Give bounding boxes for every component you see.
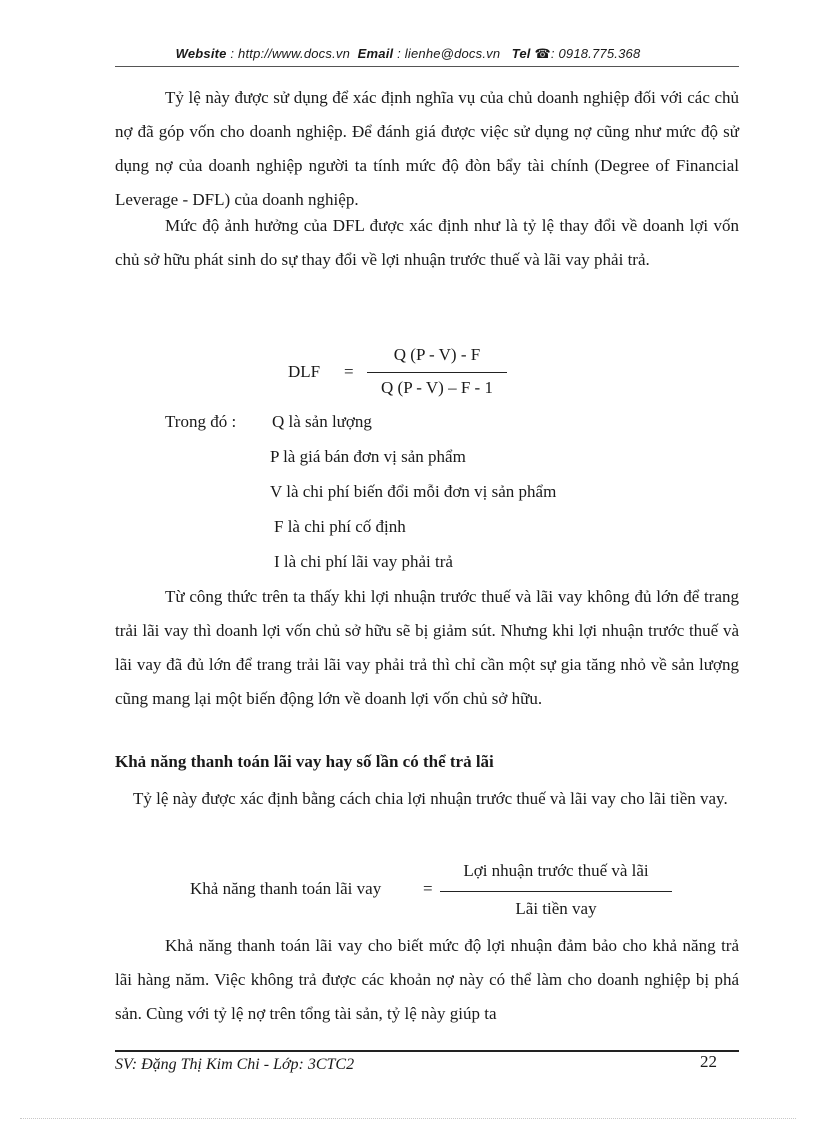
paragraph-5: Khả năng thanh toán lãi vay cho biết mức độ lợi nhuận đảm bảo cho khả năng trả lãi hàng năm. Việc không trả được các khoản nợ này có thể làm cho doanh nghiệp bị phá sản. Cùng với tỷ lệ nợ trên tổng tài sản, tỷ lệ này giúp ta: [115, 936, 739, 1023]
definition-i: I là chi phí lãi vay phải trả: [274, 552, 453, 571]
paragraph-3: Từ công thức trên ta thấy khi lợi nhuận trước thuế và lãi vay không đủ lớn để trang trải lãi vay thì doanh lợi vốn chủ sở hữu sẽ bị giảm sút. Nhưng khi lợi nhuận trước thuế và lãi vay đã đủ lớn để trang trải lãi vay phải trả thì chỉ cần một sự gia tăng nhỏ về sản lượng cũng mang lại một biến động lớn về doanh lợi vốn chủ sở hữu.: [115, 587, 739, 708]
tel-number: : 0918.775.368: [550, 46, 641, 61]
email-label: Email: [357, 46, 394, 61]
where-label: Trong đó :: [165, 412, 237, 431]
footer-divider: [115, 1050, 739, 1052]
formula-dfl-denominator: Q (P - V) – F - 1: [381, 378, 493, 397]
paragraph-2: Mức độ ảnh hưởng của DFL được xác định như là tỷ lệ thay đổi về doanh lợi vốn chủ sở hữu phát sinh do sự thay đổi về lợi nhuận trước thuế và lãi vay phải trả.: [115, 216, 739, 269]
website-url[interactable]: : http://www.docs.vn: [226, 46, 351, 61]
page-header: [0, 46, 816, 62]
definition-v: V là chi phí biến đổi mỗi đơn vị sản phẩm: [270, 482, 557, 501]
formula-dfl-numerator: Q (P - V) - F: [393, 345, 481, 364]
paragraph-1: Tỷ lệ này được sử dụng để xác định nghĩa vụ của chủ doanh nghiệp đối với các chủ nợ đã góp vốn cho doanh nghiệp. Để đánh giá được việc sử dụng nợ cũng như mức độ sử dụng nợ của doanh nghiệp người ta tính mức độ đòn bẩy tài chính (Degree of Financial Leverage - DFL) của doanh nghiệp.: [115, 88, 739, 209]
definition-q: Q là sản lượng: [272, 412, 372, 431]
definition-f: F là chi phí cố định: [274, 517, 406, 536]
formula-coverage-denominator: Lãi tiền vay: [515, 899, 597, 918]
formula-dfl-lhs: DLF: [288, 362, 321, 381]
page-bottom-edge: [20, 1118, 796, 1119]
page-number: 22: [700, 1052, 717, 1071]
email-address[interactable]: : lienhe@docs.vn: [393, 46, 501, 61]
header-divider: [115, 66, 739, 67]
phone-icon: ☎: [534, 46, 551, 61]
footer-student-info: SV: Đặng Thị Kim Chi - Lớp: 3CTC2: [115, 1056, 355, 1073]
definition-p: P là giá bán đơn vị sản phẩm: [270, 447, 466, 466]
formula-coverage-equals: =: [423, 879, 433, 898]
formula-dfl-fraction-bar: [367, 372, 507, 373]
tel-label: Tel: [511, 46, 531, 61]
formula-dfl-equals: =: [344, 362, 354, 381]
formula-coverage-lhs: Khả năng thanh toán lãi vay: [190, 879, 382, 898]
section-heading: Khả năng thanh toán lãi vay hay số lần có thể trả lãi: [115, 752, 494, 771]
formula-coverage-fraction-bar: [440, 891, 672, 892]
website-label: Website: [175, 46, 227, 61]
formula-coverage-numerator: Lợi nhuận trước thuế và lãi: [463, 861, 649, 880]
paragraph-4: Tỷ lệ này được xác định bằng cách chia lợi nhuận trước thuế và lãi vay cho lãi tiền vay.: [133, 789, 728, 808]
